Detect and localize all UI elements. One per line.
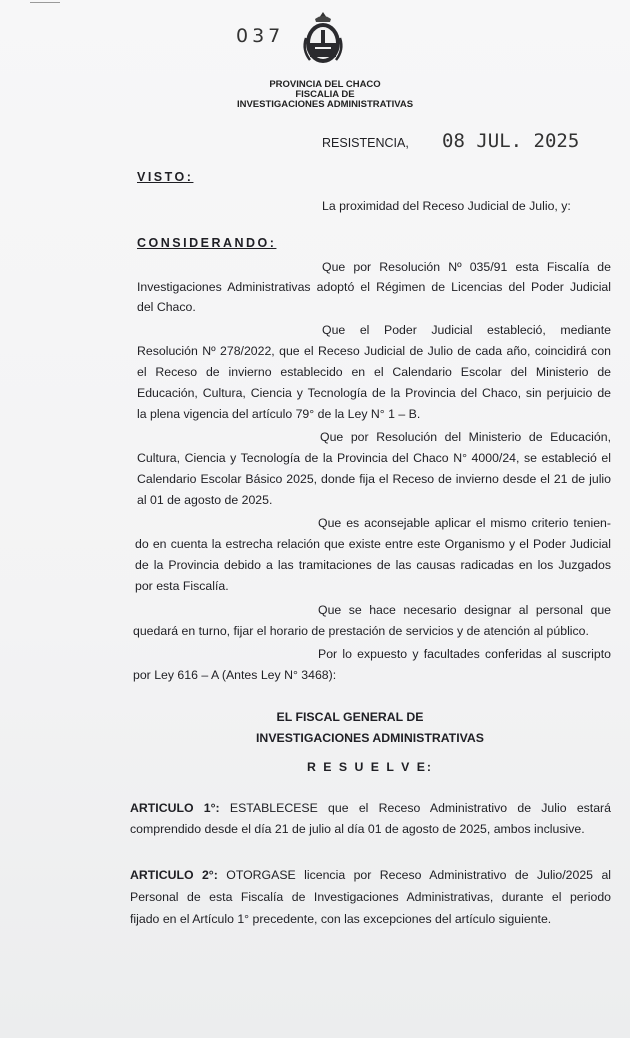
- considerando-line: Que es aconsejable aplicar el mismo criterio tenien-: [318, 516, 611, 530]
- article-1-text: ESTABLECESE que el Receso Administrativo de Julio estará: [229, 801, 611, 815]
- considerando-line: Educación, Cultura, Ciencia y Tecnología de la Provincia del Chaco, sin perjuicio de: [137, 386, 611, 400]
- header-investigaciones: INVESTIGACIONES ADMINISTRATIVAS: [236, 99, 414, 110]
- authority-line2: INVESTIGACIONES ADMINISTRATIVAS: [256, 731, 484, 745]
- scan-mark: [30, 2, 60, 3]
- considerando-line: Que se hace necesario designar al personal que: [318, 603, 611, 617]
- visto-heading: VISTO:: [137, 170, 194, 184]
- considerando-line: de la Provincia debido a las tramitaciones de las causas radicadas en los Juzgados: [135, 558, 611, 572]
- article-2-label: ARTICULO 2°:: [130, 868, 218, 882]
- considerando-line: quedará en turno, fijar el horario de prestación de servicios y de atención al público.: [133, 624, 589, 638]
- article-2-line: [130, 868, 611, 882]
- considerando-line: Cultura, Ciencia y Tecnología de la Provincia del Chaco N° 4000/24, se estableció el: [137, 451, 611, 465]
- article-2-line: fijado en el Artículo 1° precedente, con las excepciones del artículo siguiente.: [130, 912, 552, 926]
- article-1-line: [130, 801, 611, 815]
- resuelve-heading: R E S U E L V E:: [306, 760, 434, 774]
- visto-text: La proximidad del Receso Judicial de Julio, y:: [322, 199, 571, 213]
- considerando-line: Calendario Escolar Básico 2025, donde fija el Receso de invierno desde el 21 de julio: [137, 472, 611, 486]
- document-number: 037: [236, 25, 285, 47]
- considerando-line: por esta Fiscalía.: [135, 579, 229, 593]
- considerando-line: Que por Resolución Nº 035/91 esta Fiscalía de: [322, 260, 611, 274]
- considerando-line: Por lo expuesto y facultades conferidas al suscripto: [318, 647, 611, 661]
- authority-line1: EL FISCAL GENERAL DE: [276, 710, 424, 724]
- considerando-line: Resolución Nº 278/2022, que el Receso Judicial de Julio de cada año, coincidirá con: [137, 344, 611, 358]
- considerando-line: Que el Poder Judicial estableció, mediante: [322, 323, 611, 337]
- considerando-line: del Chaco.: [137, 300, 196, 314]
- article-2-text: OTORGASE licencia por Receso Administrativo de Julio/2025 al: [226, 868, 612, 882]
- header-fiscalia: FISCALIA DE: [295, 89, 355, 100]
- considerando-line: Que por Resolución del Ministerio de Educación,: [320, 430, 611, 444]
- date-stamp: 08 JUL. 2025: [442, 130, 580, 152]
- header-province: PROVINCIA DEL CHACO: [269, 79, 381, 90]
- provincial-seal-icon: [300, 10, 346, 66]
- considerando-line: al 01 de agosto de 2025.: [137, 493, 273, 507]
- article-1-label: ARTICULO 1°:: [130, 801, 220, 815]
- considerando-line: la plena vigencia del artículo 79° de la Ley N° 1 – B.: [137, 407, 421, 421]
- considerando-line: por Ley 616 – A (Antes Ley N° 3468):: [133, 668, 337, 682]
- article-1-line: comprendido desde el día 21 de julio al día 01 de agosto de 2025, ambos inclusive.: [130, 822, 585, 836]
- article-2-line: Personal de esta Fiscalía de Investigaciones Administrativas, durante el periodo: [130, 890, 611, 904]
- considerando-line: do en cuenta la estrecha relación que existe entre este Organismo y el Poder Judicial: [135, 537, 611, 551]
- place-label: RESISTENCIA,: [322, 136, 409, 150]
- considerando-line: Investigaciones Administrativas adoptó el Régimen de Licencias del Poder Judicial: [137, 280, 611, 294]
- considerando-line: el Receso de invierno establecido en el Calendario Escolar del Ministerio de: [137, 365, 611, 379]
- considerando-heading: CONSIDERANDO:: [137, 236, 277, 250]
